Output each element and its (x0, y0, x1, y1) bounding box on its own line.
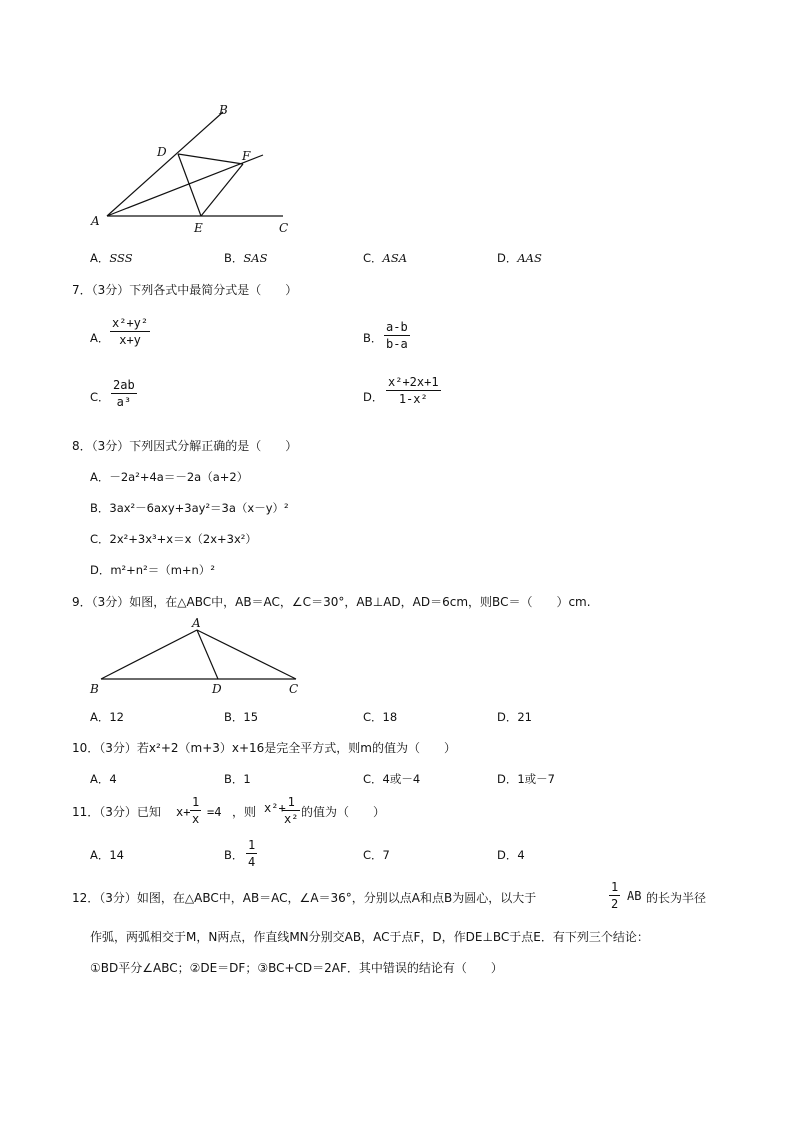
segment-AD (197, 630, 218, 679)
ray-AB (107, 112, 223, 216)
q6-figure (80, 95, 290, 240)
q10-stem: 10．（3分）若x²+2（m+3）x+16是完全平方式，则m的值为（ ） (72, 741, 457, 755)
q7-d-fraction: x²+2x+1 1-x² (388, 375, 439, 406)
q11-frac2: 1 x² (284, 795, 299, 826)
q7-a-label: A． (90, 331, 110, 345)
q8-stem: 8．（3分）下列因式分解正确的是（ ） (72, 439, 298, 453)
q7-c-fraction: 2ab a³ (113, 378, 135, 409)
label-F: F (242, 149, 251, 163)
q11-frac1: 1 x (192, 795, 200, 826)
q12-line3: ①BD平分∠ABC；②DE＝DF；③BC+CD＝2AF．其中错误的结论有（ ） (90, 961, 503, 975)
q6-option-b: B．SAS (224, 251, 268, 265)
q9-figure (85, 615, 310, 697)
q6-option-c: C．ASA (363, 251, 408, 265)
q11-prefix: 11．（3分）已知 (72, 805, 161, 819)
q12-half-fraction: 1 2 (611, 880, 619, 911)
q12-line1: 12．（3分）如图，在△ABC中，AB＝AC，∠A＝36°，分别以点A和点B为圆心，以大于 (72, 891, 537, 905)
q9-option-a: A．12 (90, 710, 125, 724)
q12-line1-end: 的长为半径 (646, 891, 707, 905)
q8-option-a: A．－2a²+4a＝－2a（a+2） (90, 470, 249, 484)
q12-line2: 作弧，两弧相交于M，N两点，作直线MN分别交AB，AC于点F，D，作DE⊥BC于点E．有下列三个结论： (90, 930, 649, 944)
label-D: D (212, 682, 222, 696)
q11-expr1-lead: x+ (176, 805, 191, 819)
q12-half-tail: AB (627, 889, 642, 903)
q8-option-d: D．m²+n²＝（m+n）² (90, 563, 215, 577)
segment-AC (197, 630, 296, 679)
q9-stem: 9．（3分）如图，在△ABC中，AB＝AC，∠C＝30°，AB⊥AD，AD＝6cm，则BC＝（ ）cm. (72, 595, 591, 609)
label-A: A (91, 214, 100, 228)
q9-option-d: D．21 (497, 710, 532, 724)
ray-AF (107, 155, 263, 216)
q10-option-c: C．4或－4 (363, 772, 421, 786)
segment-DF (178, 154, 243, 164)
q10-option-a: A．4 (90, 772, 117, 786)
q6-option-a: A．SSS (90, 251, 133, 265)
q11-expr2-lead: x²+ (264, 801, 286, 815)
q11-expr1-tail: =4 (207, 805, 222, 819)
q7-b-label: B． (363, 331, 383, 345)
q11-option-c: C．7 (363, 848, 390, 862)
q6-option-d: D．AAS (497, 251, 542, 265)
q7-d-label: D． (363, 390, 384, 404)
label-B: B (219, 103, 228, 117)
q9-option-c: C．18 (363, 710, 398, 724)
q11-option-d: D．4 (497, 848, 525, 862)
q7-stem: 7．（3分）下列各式中最简分式是（ ） (72, 283, 298, 297)
label-D: D (157, 145, 167, 159)
q8-option-b: B．3ax²－6axy+3ay²＝3a（x－y）² (90, 501, 289, 515)
q11-option-b: B． (224, 848, 244, 862)
q10-option-b: B．1 (224, 772, 251, 786)
label-B: B (90, 682, 99, 696)
q7-b-fraction: a-b b-a (386, 320, 408, 351)
q8-option-c: C．2x²+3x³+x＝x（2x+3x²） (90, 532, 257, 546)
segment-EF (201, 164, 243, 216)
segment-AB (101, 630, 197, 679)
segment-DE (178, 154, 201, 216)
q11-option-b-fraction: 1 4 (248, 838, 256, 869)
label-C: C (279, 221, 289, 235)
label-C: C (289, 682, 299, 696)
q11-suffix: 的值为（ ） (301, 805, 386, 819)
q7-c-label: C． (90, 390, 110, 404)
q11-option-a: A．14 (90, 848, 125, 862)
label-E: E (194, 221, 203, 235)
q9-option-b: B．15 (224, 710, 259, 724)
q11-mid: ，则 (232, 805, 257, 819)
label-A: A (192, 616, 201, 630)
q7-a-fraction: x²+y² x+y (112, 316, 149, 347)
q10-option-d: D．1或－7 (497, 772, 555, 786)
